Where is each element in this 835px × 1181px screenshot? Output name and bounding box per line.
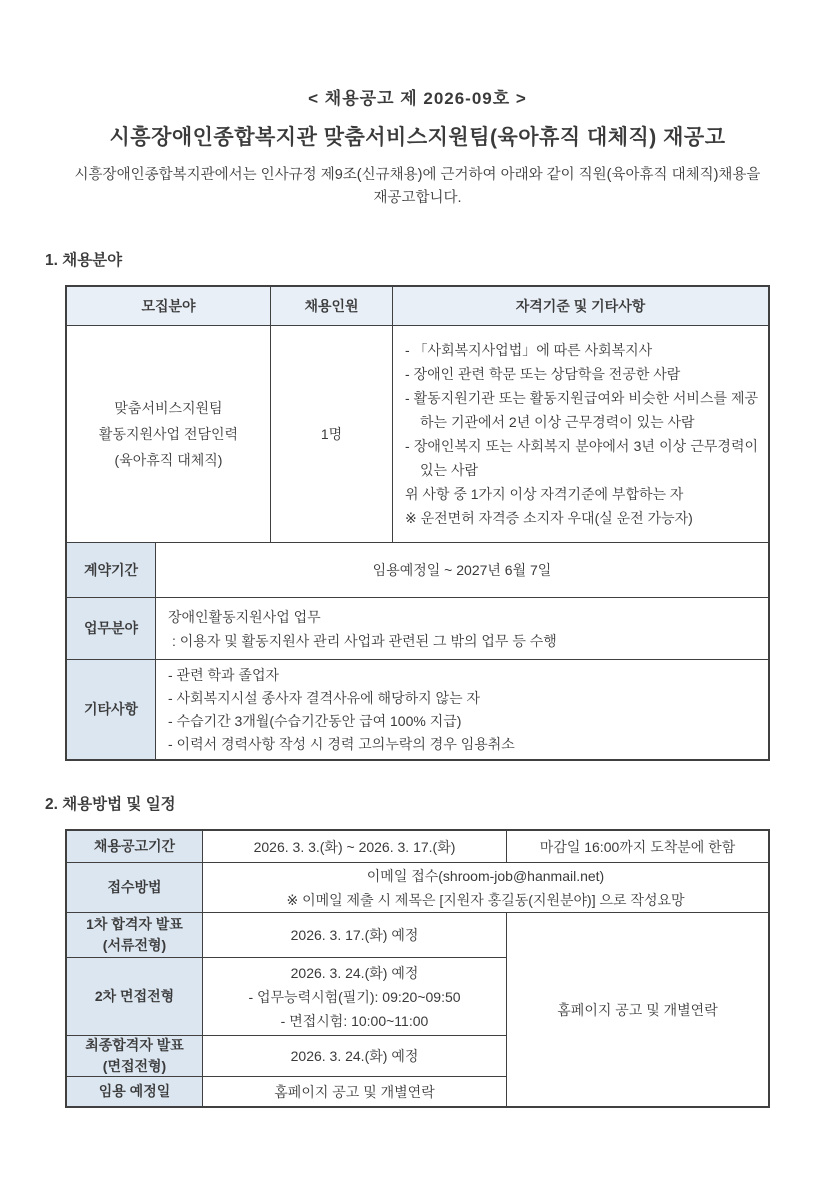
final-pass-label xyxy=(67,1035,202,1076)
appointment-date-label: 임용 예정일 xyxy=(67,1076,202,1106)
final-pass-date: 2026. 3. 24.(화) 예정 xyxy=(202,1035,506,1076)
qualifications-cell xyxy=(392,325,768,542)
interview-label: 2차 면접전형 xyxy=(67,957,202,1035)
section-2-heading: 2. 채용방법 및 일정 xyxy=(45,796,176,814)
etc-line: - 수습기간 3개월(수습기간동안 급여 100% 지급) xyxy=(168,712,462,729)
document-title: 시흥장애인종합복지관 맞춤서비스지원팀(육아휴직 대체직) 재공고 xyxy=(109,126,726,149)
duty-field-label: 업무분야 xyxy=(67,597,155,659)
position-field-cell xyxy=(67,325,270,542)
apply-method-value xyxy=(202,862,768,912)
headcount-cell: 1명 xyxy=(270,325,392,542)
qualification-summary: 위 사항 중 1가지 이상 자격기준에 부합하는 자 xyxy=(405,486,684,503)
position-field-line: 맞춤서비스지원팀 xyxy=(114,400,223,417)
contract-period-value: 임용예정일 ~ 2027년 6월 7일 xyxy=(155,542,768,597)
interview-value xyxy=(202,957,506,1035)
qualification-item: - 장애인 관련 학문 또는 상담학을 전공한 사람 xyxy=(405,366,681,383)
col-header-field: 모집분야 xyxy=(67,287,270,325)
interview-date: 2026. 3. 24.(화) 예정 xyxy=(290,964,419,981)
document-subtitle: 시흥장애인종합복지관에서는 인사규정 제9조(신규채용)에 근거하여 아래와 같이 직원(육아휴직 대체직)채용을 재공고합니다. xyxy=(74,167,761,207)
contract-period-label: 계약기간 xyxy=(67,542,155,597)
recruitment-field-table xyxy=(65,285,770,761)
etc-line: - 이력서 경력사항 작성 시 경력 고의누락의 경우 임용취소 xyxy=(168,735,515,752)
qualification-item: - 「사회복지사업법」에 따른 사회복지사 xyxy=(405,342,653,359)
announce-deadline: 마감일 16:00까지 도착분에 한함 xyxy=(506,831,768,862)
final-pass-label-line: 최종합격자 발표 xyxy=(85,1037,184,1054)
appointment-date-value: 홈페이지 공고 및 개별연락 xyxy=(202,1076,506,1106)
final-pass-label-line: (면접전형) xyxy=(102,1058,167,1075)
col-header-headcount: 채용인원 xyxy=(270,287,392,325)
col-header-qualifications: 자격기준 및 기타사항 xyxy=(392,287,768,325)
first-pass-label xyxy=(67,912,202,957)
etc-line: - 사회복지시설 종사자 결격사유에 해당하지 않는 자 xyxy=(168,689,481,706)
etc-label: 기타사항 xyxy=(67,659,155,759)
etc-line: - 관련 학과 졸업자 xyxy=(168,666,279,683)
apply-method-email: 이메일 접수(shroom-job@hanmail.net) xyxy=(366,867,605,884)
etc-value xyxy=(155,659,768,759)
recruitment-field-table-bottom xyxy=(67,542,768,759)
notice-number: < 채용공고 제 2026-09호 > xyxy=(308,89,527,108)
first-pass-label-line: 1차 합격자 발표 xyxy=(86,916,183,933)
interview-written-test: - 업무능력시험(필기): 09:20~09:50 xyxy=(248,988,461,1005)
duty-line: : 이용자 및 활동지원사 관리 사업과 관련된 그 밖의 업무 등 수행 xyxy=(172,632,557,649)
announce-period-label: 채용공고기간 xyxy=(67,831,202,862)
recruitment-field-table-top xyxy=(67,287,768,542)
qualification-preference: ※ 운전면허 자격증 소지자 우대(실 운전 가능자) xyxy=(405,510,693,527)
section-1-heading: 1. 채용분야 xyxy=(45,252,123,270)
position-field-line: (육아휴직 대체직) xyxy=(114,452,223,469)
first-pass-date: 2026. 3. 17.(화) 예정 xyxy=(202,912,506,957)
apply-method-note: ※ 이메일 제출 시 제목은 [지원자 홍길동(지원분야)] 으로 작성요망 xyxy=(286,891,685,908)
interview-time: - 면접시험: 10:00~11:00 xyxy=(280,1012,429,1029)
duty-line: 장애인활동지원사업 업무 xyxy=(168,608,321,625)
schedule-table xyxy=(65,829,770,1108)
duty-field-value xyxy=(155,597,768,659)
position-field-line: 활동지원사업 전담인력 xyxy=(98,426,239,443)
apply-method-label: 접수방법 xyxy=(67,862,202,912)
notify-method-cell: 홈페이지 공고 및 개별연락 xyxy=(506,912,768,1106)
first-pass-label-line: (서류전형) xyxy=(102,937,167,954)
qualification-item: - 장애인복지 또는 사회복지 분야에서 3년 이상 근무경력이 있는 사람 xyxy=(405,438,758,479)
qualification-item: - 활동지원기관 또는 활동지원급여와 비슷한 서비스를 제공하는 기관에서 2년 이상 근무경력이 있는 사람 xyxy=(405,390,758,431)
announce-period-value: 2026. 3. 3.(화) ~ 2026. 3. 17.(화) xyxy=(202,831,506,862)
